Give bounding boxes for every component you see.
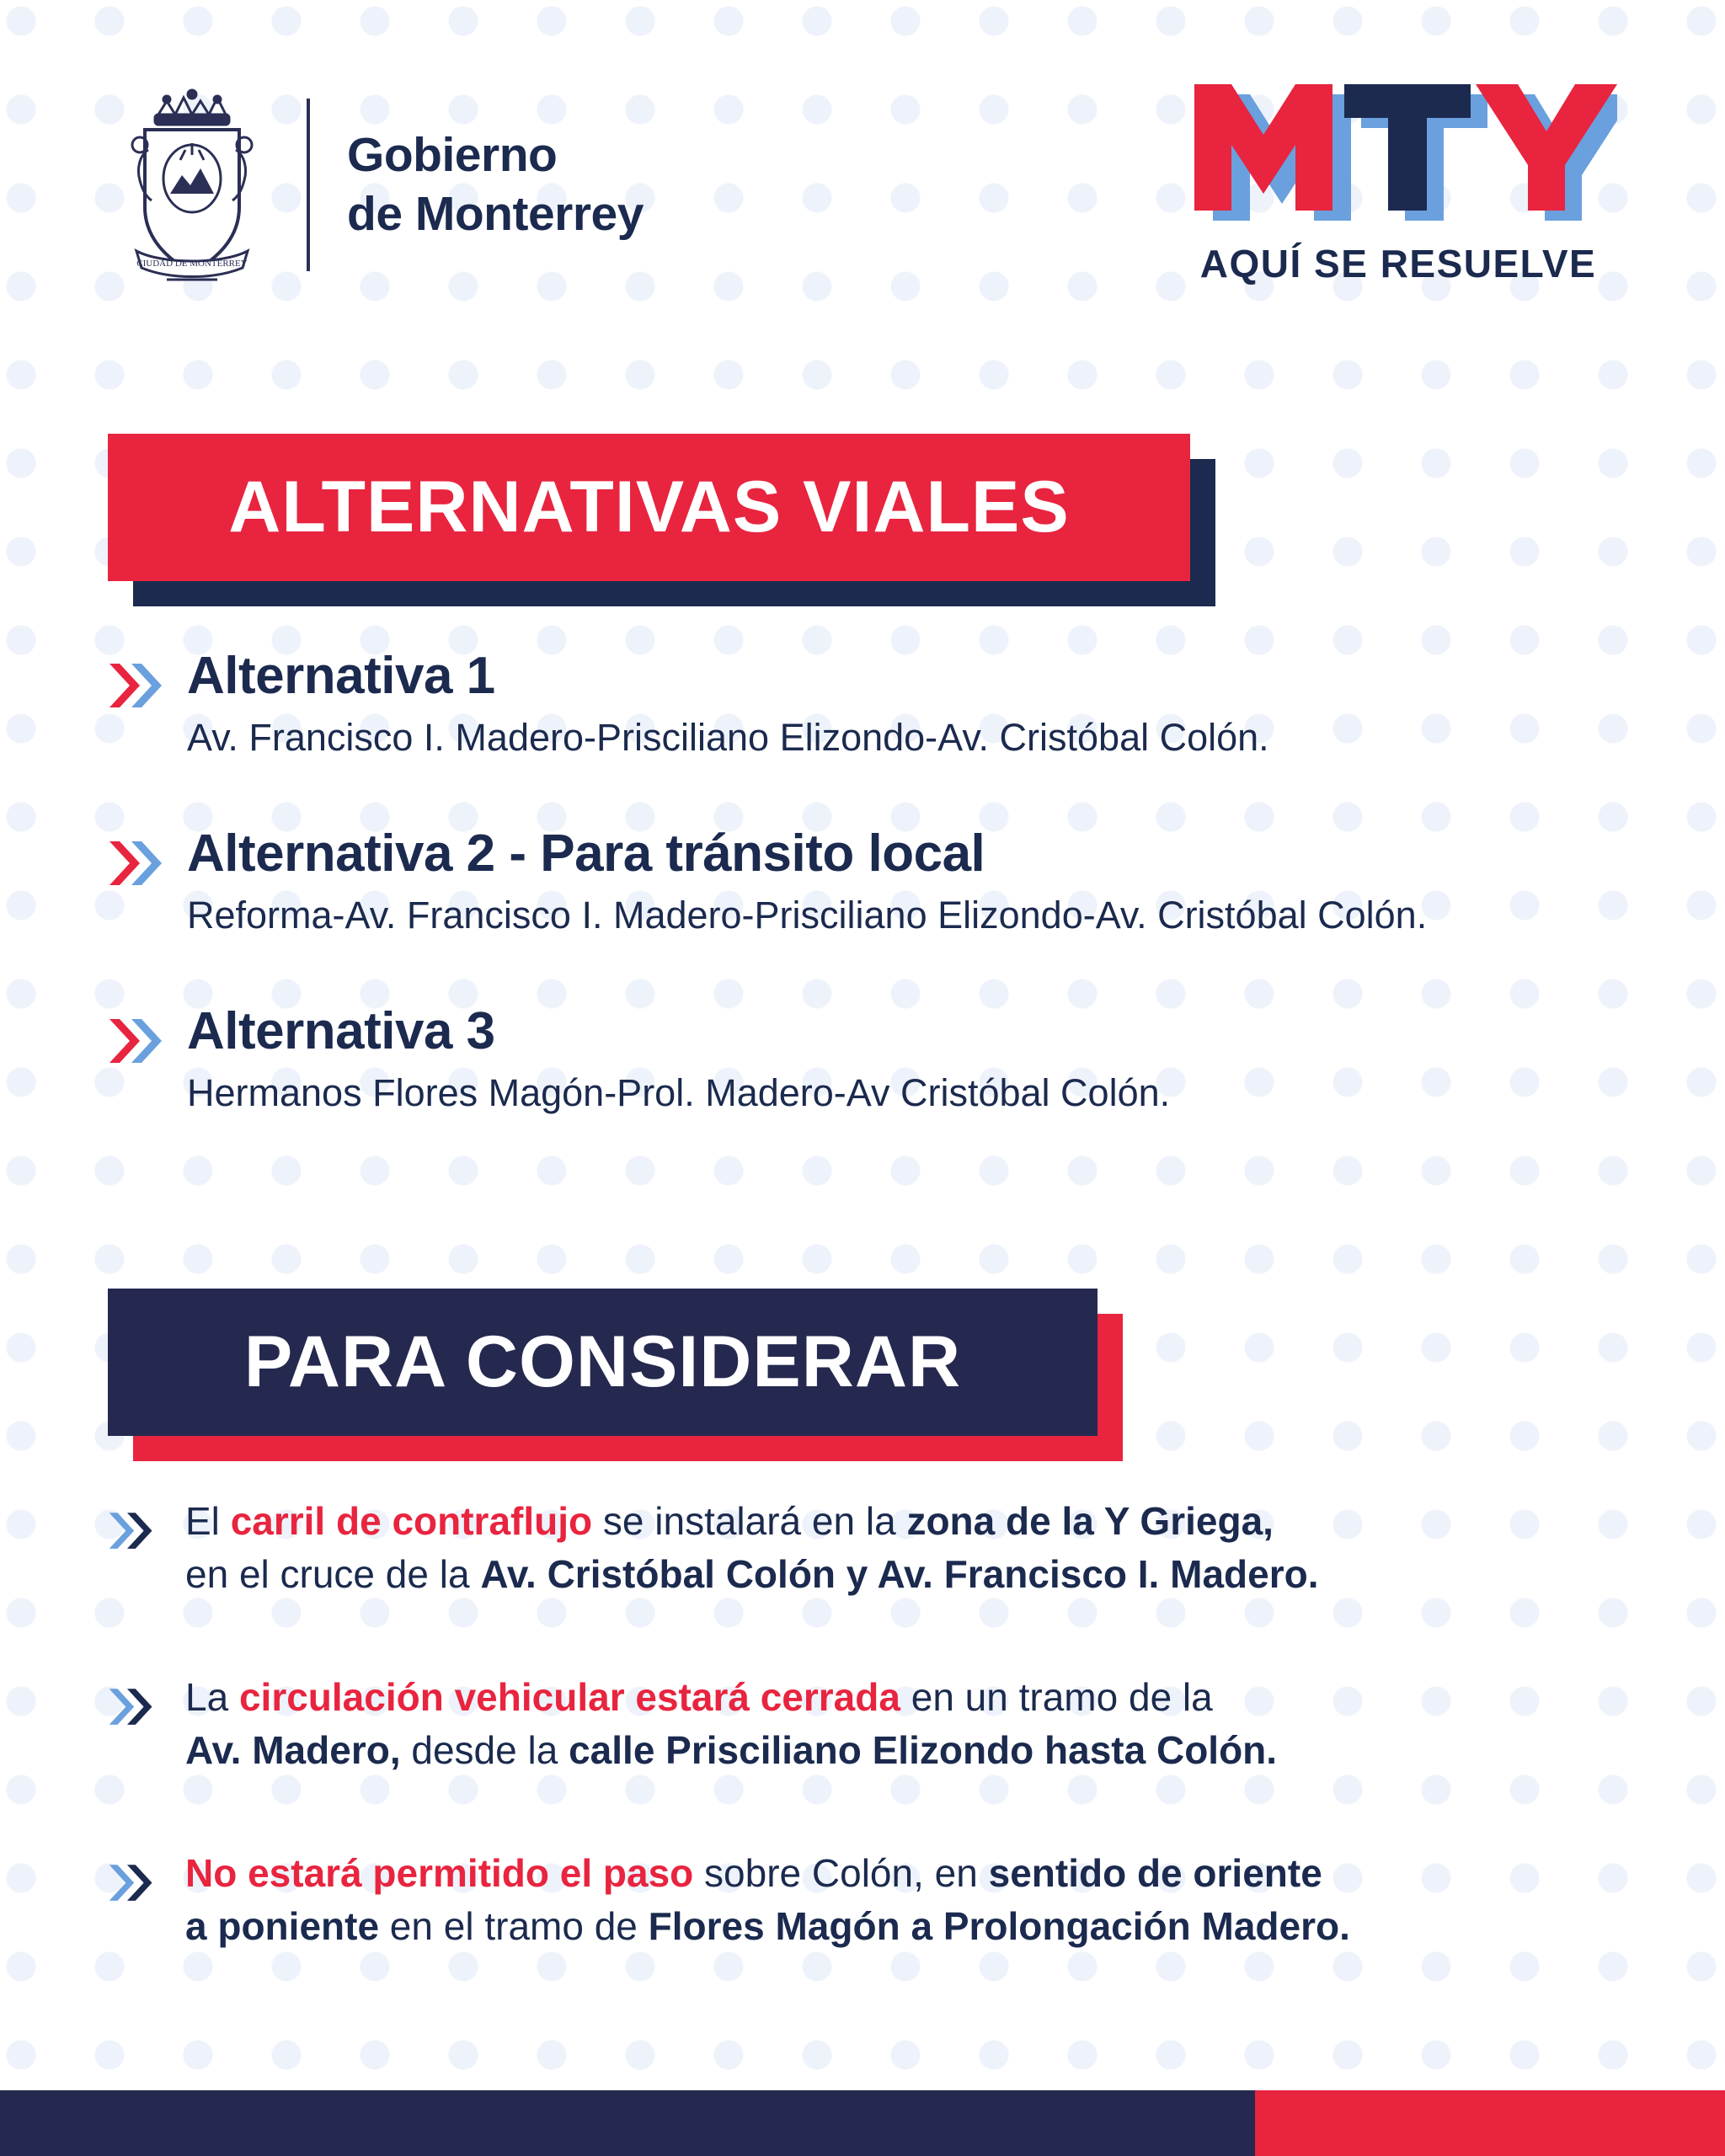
monterrey-coat-of-arms-icon <box>108 77 276 292</box>
banner-title-alternativas: ALTERNATIVAS VIALES <box>228 467 1070 547</box>
alternativas-list <box>108 648 1624 1182</box>
double-chevron-icon <box>108 1510 153 1551</box>
consideracion-text: El carril de contraflujo se instalará en la zona de la Y Griega, en el cruce de la Av. Cristóbal Colón y Av. Francisco I. Madero. <box>185 1499 1319 1597</box>
consideracion-text: No estará permitido el paso sobre Colón, en sentido de oriente a poniente en el tramo de Flores Magón a Prolongación Madero. <box>185 1850 1350 1949</box>
double-chevron-icon <box>108 838 163 889</box>
consideracion-text: La circulación vehicular estará cerrada en un tramo de la Av. Madero, desde la calle Prisciliano Elizondo hasta Colón. <box>185 1674 1278 1773</box>
alternativa-description: Av. Francisco I. Madero-Prisciliano Elizondo-Av. Cristóbal Colón. <box>187 715 1269 759</box>
double-chevron-icon <box>108 660 163 711</box>
double-chevron-icon <box>108 1862 153 1903</box>
government-name <box>347 126 644 243</box>
list-item <box>108 1847 1649 1954</box>
banner-title-considerar: PARA CONSIDERAR <box>243 1321 962 1402</box>
government-logo <box>108 77 644 292</box>
section-banner-alternativas <box>108 434 1190 581</box>
double-chevron-icon <box>108 1016 163 1066</box>
mty-wordmark-icon <box>1179 69 1617 237</box>
logo-divider <box>307 99 310 271</box>
alternativa-title: Alternativa 3 <box>187 1001 495 1060</box>
double-chevron-icon <box>108 1686 153 1727</box>
government-name-line2: de Monterrey <box>347 186 644 241</box>
mty-brand-logo <box>1179 69 1617 286</box>
footer-navy-segment <box>0 2090 1255 2156</box>
list-item <box>108 826 1624 938</box>
alternativa-description: Hermanos Flores Magón-Prol. Madero-Av Cristóbal Colón. <box>187 1070 1171 1114</box>
list-item <box>108 648 1624 760</box>
alternativa-description: Reforma-Av. Francisco I. Madero-Prisciliano Elizondo-Av. Cristóbal Colón. <box>187 893 1428 937</box>
alternativa-title: Alternativa 1 <box>187 647 495 705</box>
list-item <box>108 1671 1649 1778</box>
list-item <box>108 1001 1624 1116</box>
svg-text:CIUDAD DE MONTERREY: CIUDAD DE MONTERREY <box>136 259 248 269</box>
list-item <box>108 1495 1649 1602</box>
footer-red-segment <box>1255 2090 1725 2156</box>
banner-main <box>108 1289 1097 1436</box>
banner-main <box>108 434 1190 581</box>
consideraciones-list <box>108 1495 1649 2023</box>
section-banner-considerar <box>108 1289 1097 1436</box>
alternativa-title: Alternativa 2 - Para tránsito local <box>187 824 985 883</box>
header <box>0 61 1725 305</box>
footer-bar <box>0 2090 1725 2156</box>
mty-tagline: AQUÍ SE RESUELVE <box>1199 242 1597 286</box>
government-name-line1: Gobierno <box>347 127 558 182</box>
